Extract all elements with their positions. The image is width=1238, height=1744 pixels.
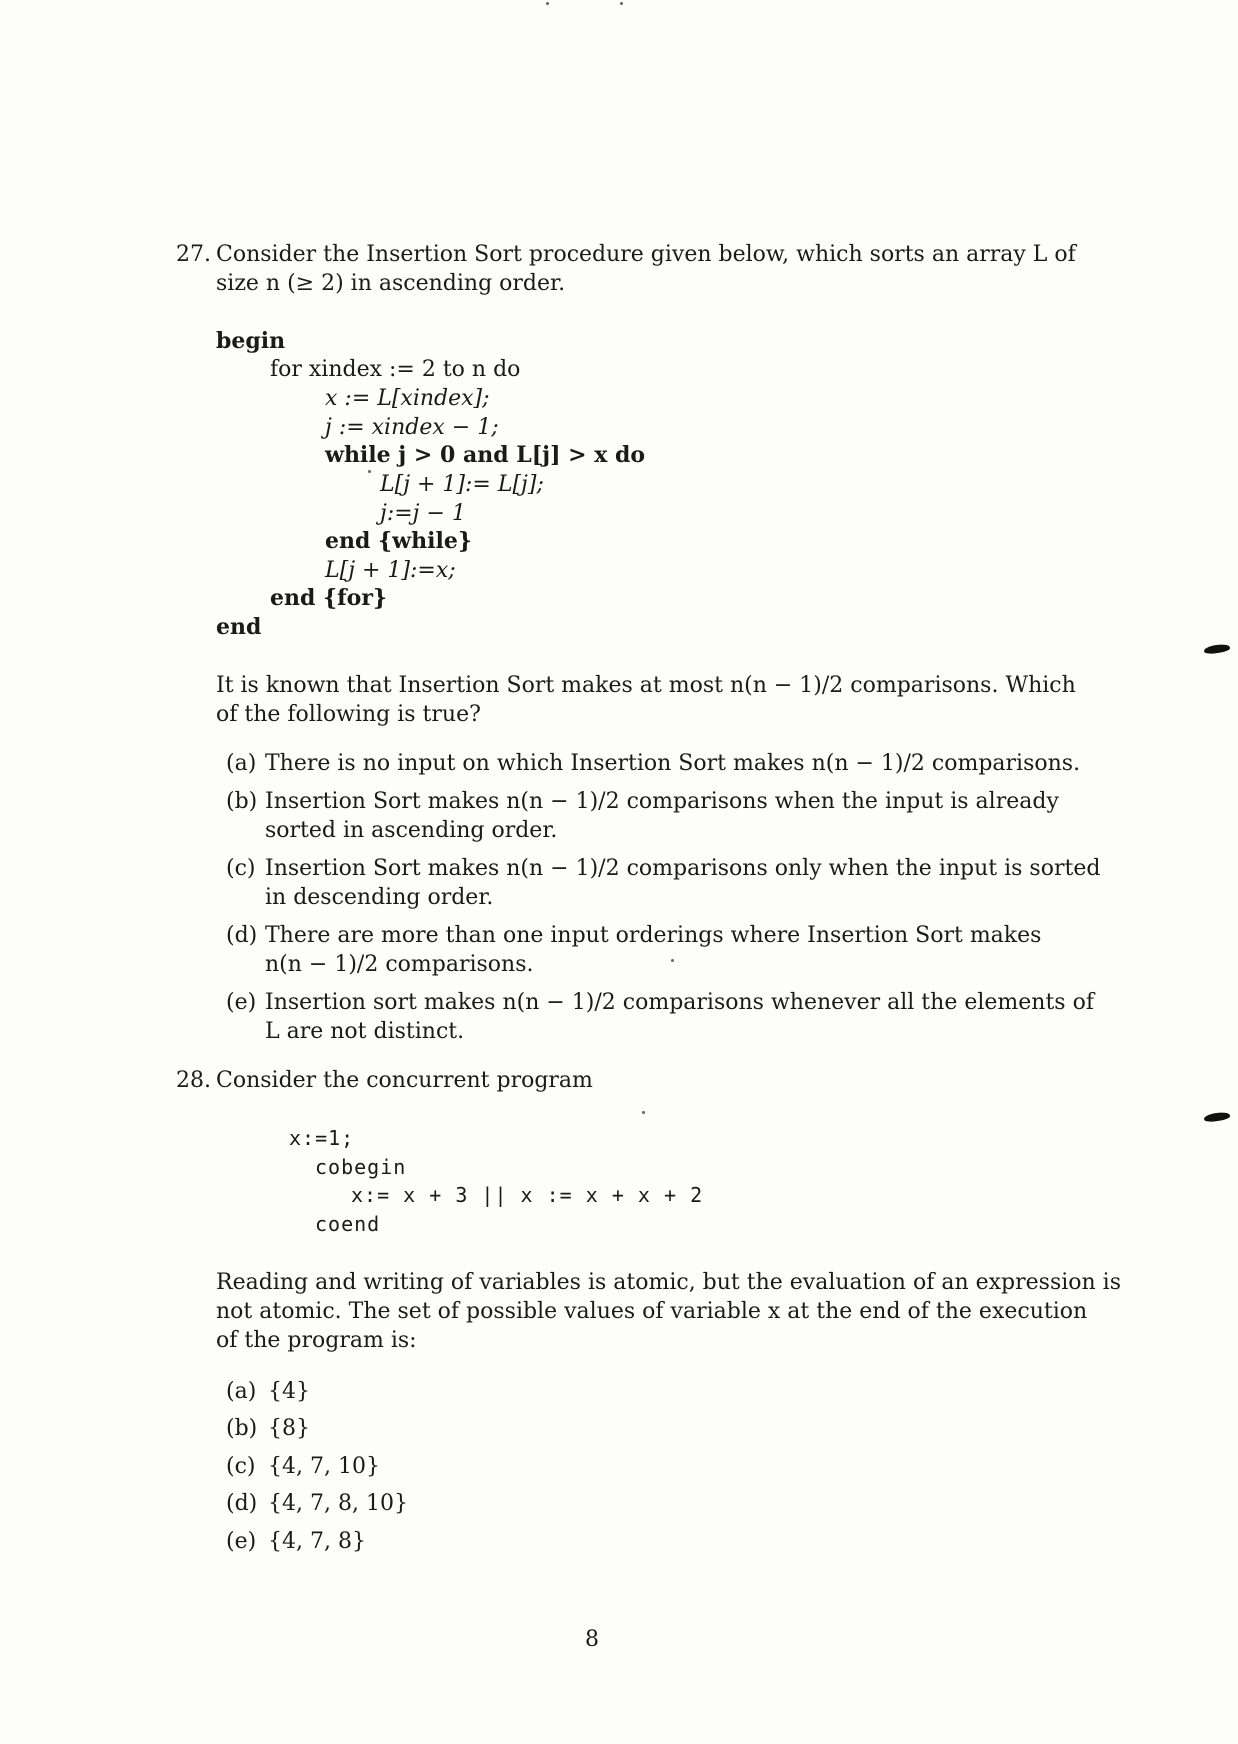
code-for-line: for xindex := 2 to n do [270,357,521,382]
q28-option-e-label: (e) [226,1529,257,1554]
scan-speck [642,1111,645,1114]
code-decrement: j:=j − 1 [380,501,466,526]
q28-option-a-label: (a) [226,1379,257,1404]
q28-stem-line2: not atomic. The set of possible values of variable x at the end of the execution [216,1299,1088,1324]
q28-option-b-label: (b) [226,1416,258,1441]
q28-code-line1: x:=1; [289,1126,355,1150]
q27-option-d-line2: n(n − 1)/2 comparisons. [265,952,534,977]
q28-option-c-label: (c) [226,1454,256,1479]
code-end-while: end {while} [325,528,472,554]
q28-stem-line1: Reading and writing of variables is atomic, but the evaluation of an expression is [216,1270,1122,1295]
q27-option-d-line1: There are more than one input orderings where Insertion Sort makes [265,923,1042,948]
scan-speck [546,2,549,5]
q27-intro-line1: Consider the Insertion Sort procedure given below, which sorts an array L of [216,242,1076,267]
code-assign-x: x := L[xindex]; [325,386,490,411]
q28-code-line2: cobegin [315,1155,407,1179]
code-end-for: end {for} [270,585,388,611]
q28-option-b-text: {8} [268,1416,310,1441]
q28-intro: Consider the concurrent program [216,1068,593,1093]
binding-mark-top [1204,643,1231,655]
q28-number: 28. [176,1068,211,1093]
q28-option-a-text: {4} [268,1379,310,1404]
q28-code-line3: x:= x + 3 || x := x + x + 2 [351,1183,704,1207]
q28-option-d-text: {4, 7, 8, 10} [268,1491,408,1516]
q27-option-d-label: (d) [226,923,258,948]
scan-speck [368,470,371,473]
q27-option-b-line2: sorted in ascending order. [265,818,558,843]
code-while-line: while j > 0 and L[j] > x do [325,442,646,468]
code-end: end [216,614,262,640]
q28-option-d-label: (d) [226,1491,258,1516]
code-insert: L[j + 1]:=x; [325,558,456,583]
q27-option-e-label: (e) [226,990,257,1015]
q27-stem-line1: It is known that Insertion Sort makes at most n(n − 1)/2 comparisons. Which [216,673,1076,698]
scan-speck [671,959,674,962]
code-assign-j: j := xindex − 1; [325,415,499,440]
q27-option-e-line1: Insertion sort makes n(n − 1)/2 comparisons whenever all the elements of [265,990,1094,1015]
q27-intro-line2: size n (≥ 2) in ascending order. [216,271,566,296]
q27-option-c-line2: in descending order. [265,885,494,910]
binding-mark-bottom [1204,1111,1231,1123]
code-shift: L[j + 1]:= L[j]; [380,472,544,497]
q27-option-c-line1: Insertion Sort makes n(n − 1)/2 comparisons only when the input is sorted [265,856,1101,881]
q27-option-a-text: There is no input on which Insertion Sort makes n(n − 1)/2 comparisons. [265,751,1081,776]
q27-option-a-label: (a) [226,751,257,776]
q28-code-line4: coend [315,1212,381,1236]
q27-option-e-line2: L are not distinct. [265,1019,465,1044]
scan-speck [620,2,623,5]
code-begin: begin [216,328,286,354]
q28-stem-line3: of the program is: [216,1328,417,1353]
q27-option-b-label: (b) [226,789,258,814]
page-number: 8 [585,1627,599,1652]
q28-option-c-text: {4, 7, 10} [268,1454,380,1479]
q28-option-e-text: {4, 7, 8} [268,1529,366,1554]
q27-option-c-label: (c) [226,856,256,881]
q27-stem-line2: of the following is true? [216,702,481,727]
q27-number: 27. [176,242,211,267]
q27-option-b-line1: Insertion Sort makes n(n − 1)/2 comparisons when the input is already [265,789,1059,814]
